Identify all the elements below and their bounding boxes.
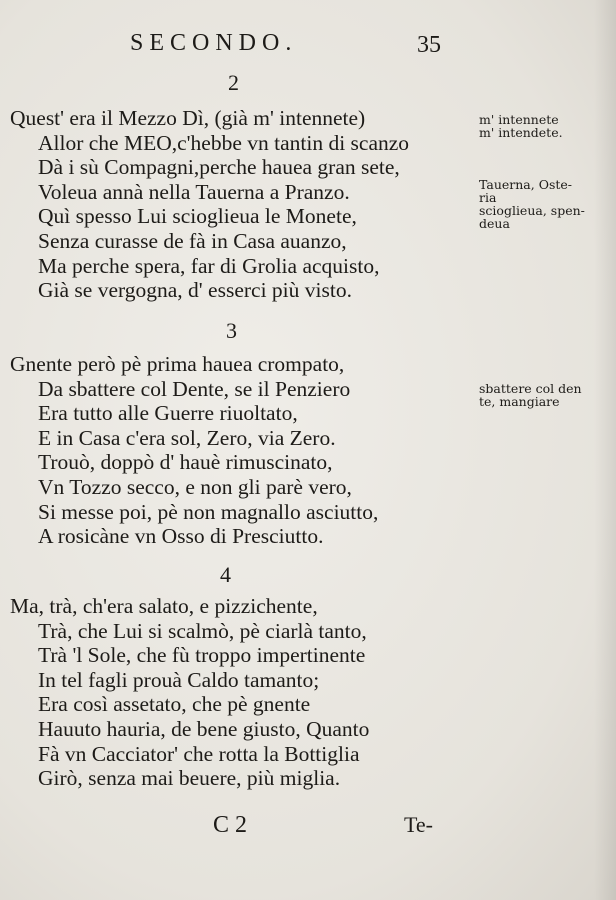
marginal-gloss <box>479 113 611 139</box>
verse-line: Girò, senza mai beuere, più miglia. <box>38 766 341 791</box>
gloss-line: sbattere col den <box>479 381 582 396</box>
stanza-number: 3 <box>226 318 237 343</box>
verse-line: Già se vergogna, d' esserci più visto. <box>38 278 352 303</box>
verse-line: Era così assetato, che pè gnente <box>38 692 311 717</box>
gloss-line: m' intennete <box>479 112 559 127</box>
verse-line: Era tutto alle Guerre riuoltato, <box>38 401 298 426</box>
page-number: 35 <box>417 32 441 58</box>
verse-line: Quì spesso Lui scioglieua le Monete, <box>38 204 357 229</box>
catchword: Te- <box>404 812 433 837</box>
verse-line: Dà i sù Compagni,perche hauea gran sete, <box>38 155 400 180</box>
verse-line: In tel fagli prouà Caldo tamanto; <box>38 667 320 692</box>
verse-line: Allor che MEO,c'hebbe vn tantin di scanzo <box>38 130 410 155</box>
gloss-line: m' intendete. <box>479 125 563 140</box>
stanza-block <box>10 594 470 791</box>
verse-line: Si messe poi, pè non magnallo asciutto, <box>38 499 379 524</box>
gloss-line: deua <box>479 216 510 231</box>
gloss-line: te, mangiare <box>479 394 560 409</box>
gloss-line: Tauerna, Oste- <box>479 177 572 192</box>
verse-line: Da sbattere col Dente, se il Penziero <box>38 376 351 401</box>
verse-line: Ma, trà, ch'era salato, e pizzichente, <box>10 594 318 618</box>
verse-line: E in Casa c'era sol, Zero, via Zero. <box>38 425 336 450</box>
gloss-line: ria <box>479 190 497 205</box>
verse-line: Trà 'l Sole, che fù troppo impertinente <box>38 643 366 668</box>
verse-line: Quest' era il Mezzo Dì, (già m' intennete) <box>10 106 366 130</box>
marginal-gloss <box>479 178 611 230</box>
stanza-number: 2 <box>228 70 239 95</box>
verse-line: Fà vn Cacciator' che rotta la Bottiglia <box>38 741 360 766</box>
stanza-number: 4 <box>220 562 231 587</box>
stanza-block <box>10 352 470 549</box>
verse-line: Ma perche spera, far di Grolia acquisto, <box>38 253 380 278</box>
verse-line: Voleua annà nella Tauerna a Pranzo. <box>38 179 350 204</box>
running-title: SECONDO. <box>130 30 298 56</box>
verse-line: Trouò, doppò d' hauè rimuscinato, <box>38 450 333 475</box>
verse-line: A rosicàne vn Osso di Presciutto. <box>38 524 324 549</box>
signature-mark: C 2 <box>213 812 248 838</box>
verse-line: Senza curasse de fà in Casa auanzo, <box>38 228 347 253</box>
stanza-block <box>10 106 470 303</box>
gloss-line: scioglieua, spen- <box>479 203 585 218</box>
marginal-gloss <box>479 382 611 408</box>
verse-line: Gnente però pè prima hauea crompato, <box>10 352 345 376</box>
verse-line: Trà, che Lui si scalmò, pè ciarlà tanto, <box>38 618 367 643</box>
verse-line: Vn Tozzo secco, e non gli parè vero, <box>38 474 352 499</box>
verse-line: Hauuto hauria, de bene giusto, Quanto <box>38 716 370 741</box>
